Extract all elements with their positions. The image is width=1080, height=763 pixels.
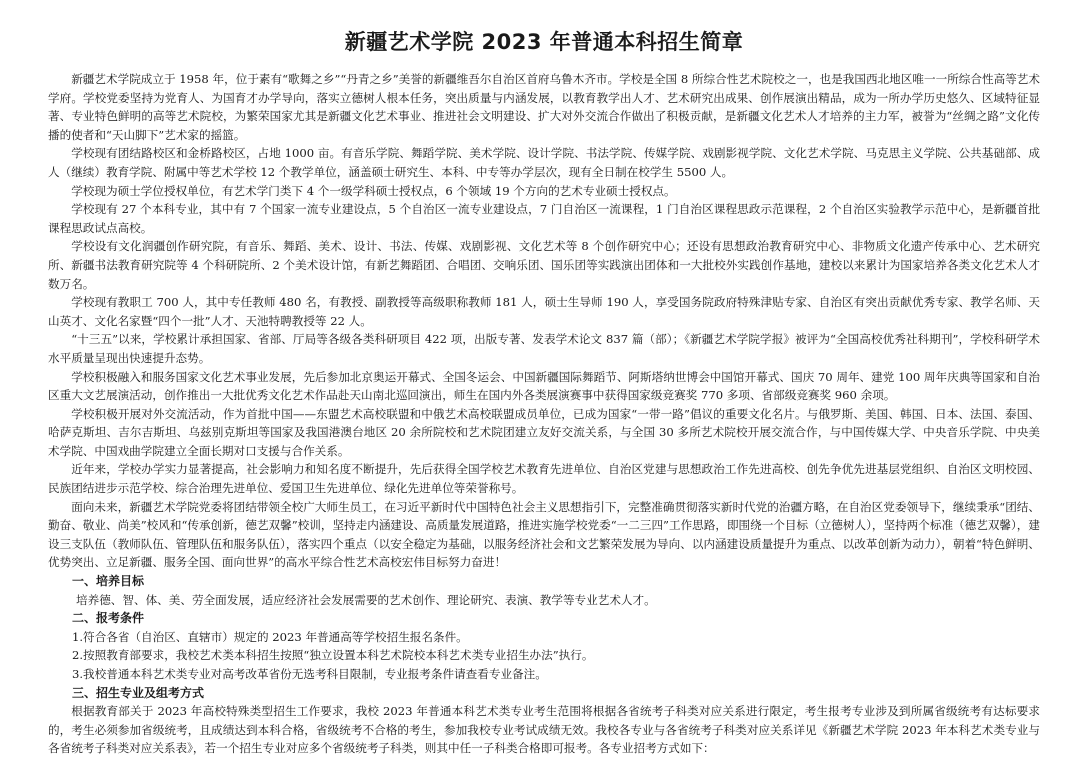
intro-paragraph: 学校积极开展对外交流活动，作为首批中国——东盟艺术高校联盟和中俄艺术高校联盟成员单位，已成为国家“一带一路”倡议的重要文化名片。与俄罗斯、美国、韩国、日本、法国、泰国、哈萨克斯坦、吉尔吉斯坦、乌兹别克斯坦等国家及我国港澳台地区 20 余所院校和艺术院团建立友好交流关系，与全国 30 多所艺术院校开展交流合作，与中国传媒大学、中央音乐学院、中央美术学院、中国戏曲学院建立全面长期对口支援与合作关系。 (48, 406, 1040, 458)
requirement-item: 3.我校普通本科艺术类专业对高考改革省份无选考科目限制，专业报考条件请查看专业备注。 (72, 667, 547, 681)
intro-paragraph: 学校现为硕士学位授权单位，有艺术学门类下 4 个一级学科硕士授权点，6 个领域 19 个方向的艺术专业硕士授权点。 (71, 183, 676, 198)
section-text: 培养德、智、体、美、劳全面发展，适应经济社会发展需要的艺术创作、理论研究、表演、教学等专业艺术人才。 (76, 592, 656, 607)
intro-paragraph: 学校设有文化润疆创作研究院，有音乐、舞蹈、美术、设计、书法、传媒、戏剧影视、文化艺术等 8 个创作研究中心；还设有思想政治教育研究中心、非物质文化遗产传承中心、艺术研究所、新疆书法教育研究院等 4 个科研院所、2 个美术设计馆，有新艺舞蹈团、合唱团、交响乐团、国乐团等实践演出团体和一大批校外实践创作基地，建校以来累计为国家培养各类文化艺术人才数万名。 (48, 239, 1040, 291)
requirement-item: 1.符合各省（自治区、直辖市）规定的 2023 年普通高等学校招生报名条件。 (72, 629, 468, 644)
intro-section (48, 70, 1040, 572)
section-requirements (48, 609, 1040, 683)
intro-paragraph: “十三五”以来，学校累计承担国家、省部、厅局等各级各类科研项目 422 项，出版专著、发表学术论文 837 篇（部）；《新疆艺术学院学报》被评为“全国高校优秀社科期刊”，学校科研学术水平质量呈现出快速提升态势。 (48, 332, 1040, 365)
section-majors (48, 684, 1040, 758)
document-title: 新疆艺术学院 2023 年普通本科招生简章 (344, 30, 744, 54)
requirement-item: 2.按照教育部要求，我校艺术类本科招生按照“独立设置本科艺术院校本科艺术类专业招生办法”执行。 (72, 648, 594, 663)
intro-paragraph: 近年来，学校办学实力显著提高，社会影响力和知名度不断提升，先后获得全国学校艺术教育先进单位、自治区党建与思想政治工作先进高校、创先争优先进基层党组织、自治区文明校园、民族团结进步示范学校、综合治理先进单位、爱国卫生先进单位、绿化先进单位等荣誉称号。 (48, 462, 1040, 496)
intro-paragraph: 新疆艺术学院成立于 1958 年，位于素有“歌舞之乡”“丹青之乡”美誉的新疆维吾尔自治区首府乌鲁木齐市。学校是全国 8 所综合性艺术院校之一，也是我国西北地区唯一一所综合性高等艺术学府。学校党委坚持为党育人、为国育才办学导向，落实立德树人根本任务，突出质量与内涵发展，以教育教学出人才、艺术研究出成果、创作展演出精品，成为一所办学历史悠久、区域特征显著、专业特色鲜明的高等艺术院校，为繁荣国家尤其是新疆文化艺术事业、推进社会文明建设、扩大对外交流合作做出了积极贡献，是新疆文化艺术人才培养的主力军，被誉为“丝绸之路”文化传播的使者和“天山脚下”艺术家的摇篮。 (48, 72, 1040, 142)
intro-paragraph: 学校积极融入和服务国家文化艺术事业发展，先后参加北京奥运开幕式、全国冬运会、中国新疆国际舞蹈节、阿斯塔纳世博会中国馆开幕式、国庆 70 周年、建党 100 周年庆典等国家和自治区重大文艺展演活动，创作推出一大批优秀文化艺术作品赴天山南北巡回演出，师生在国内外各类展演赛事中获得国家级竞赛奖 770 多项、省部级竞赛奖 960 余项。 (48, 369, 1040, 403)
intro-paragraph: 面向未来，新疆艺术学院党委将团结带领全校广大师生员工，在习近平新时代中国特色社会主义思想指引下，完整准确贯彻落实新时代党的治疆方略，在自治区党委领导下，继续秉承“团结、勤奋、敬业、尚美”校风和“传承创新，德艺双馨”校训，坚持走内涵建设、高质量发展道路，推进实施学校党委“一二三四”工作思路，即围绕一个目标（立德树人），坚持两个标准（德艺双馨），建设三支队伍（教师队伍、管理队伍和服务队伍），落实四个重点（以安全稳定为基础，以服务经济社会和文艺繁荣发展为导向、以内涵建设质量提升为重点、以改革创新为动力），朝着“特色鲜明、优势突出、立足新疆、服务全国、面向世界”的高水平综合性艺术高校宏伟目标努力奋进！ (48, 499, 1040, 570)
section-heading: 二、报考条件 (72, 611, 145, 626)
section-training-goals (48, 572, 1040, 609)
intro-paragraph: 学校现有教职工 700 人，其中专任教师 480 名，有教授、副教授等高级职称教师 181 人，硕士生导师 190 人，享受国务院政府特殊津贴专家、自治区有突出贡献优秀专家、教学名师、天山英才、文化名家暨“四个一批”人才、天池特聘教授等 22 人。 (48, 295, 1040, 328)
section-heading: 三、招生专业及组考方式 (72, 685, 205, 700)
section-heading: 一、培养目标 (72, 574, 145, 589)
intro-paragraph: 学校现有 27 个本科专业，其中有 7 个国家一流专业建设点，5 个自治区一流专业建设点，7 门自治区一流课程，1 门自治区课程思政示范课程，2 个自治区实验教学示范中心，是新疆首批课程思政试点高校。 (48, 202, 1040, 235)
section-text: 根据教育部关于 2023 年高校特殊类型招生工作要求，我校 2023 年普通本科艺术类专业考生范围将根据各省统考子科类对应关系进行限定，考生报考专业涉及到所属省级统考有达标要求的，考生必须参加省级统考，且成绩达到本科合格，省级统考不合格的考生，参加我校专业考试成绩无效。我校各专业与各省统考子科类对应关系详见《新疆艺术学院 2023 年本科艺术类专业与各省统考子科类对应关系表》，若一个招生专业对应多个省级统考子科类，则其中任一子科类合格即可报考。各专业招考方式如下： (48, 704, 1040, 756)
intro-paragraph: 学校现有团结路校区和金桥路校区，占地 1000 亩。有音乐学院、舞蹈学院、美术学院、设计学院、书法学院、传媒学院、戏剧影视学院、文化艺术学院、马克思主义学院、公共基础部、成人（继续）教育学院、附属中等艺术学校 12 个教学单位，涵盖硕士研究生、本科、中专等办学层次，现有全日制在校学生 5500 人。 (48, 146, 1040, 179)
